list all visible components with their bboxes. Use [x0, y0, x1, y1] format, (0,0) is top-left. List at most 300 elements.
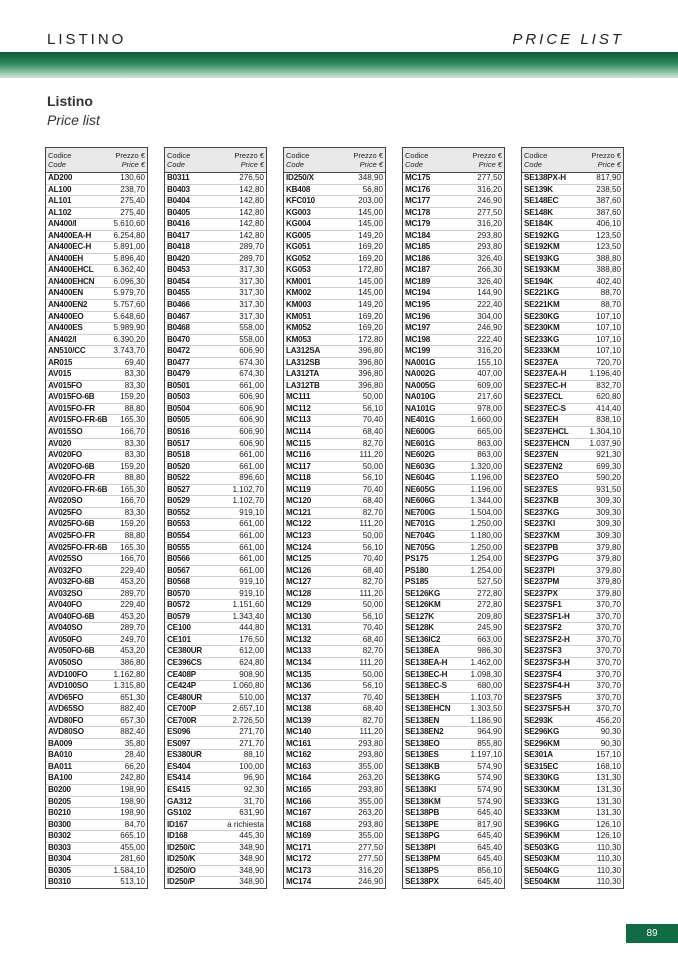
product-price: 293,80	[358, 738, 383, 748]
table-row	[522, 531, 623, 543]
table-row	[46, 265, 147, 277]
product-price: 2.726,50	[232, 715, 264, 725]
table-row	[403, 208, 504, 220]
table-row	[46, 219, 147, 231]
product-code: MC118	[286, 473, 311, 483]
product-code: MC178	[405, 207, 431, 217]
table-row	[284, 381, 385, 393]
product-code: B0205	[48, 796, 71, 806]
product-code: AL101	[48, 196, 72, 206]
table-row	[46, 577, 147, 589]
table-row	[403, 646, 504, 658]
product-price: 348,90	[239, 865, 264, 875]
product-code: MC139	[286, 715, 312, 725]
table-row	[46, 612, 147, 624]
table-row	[46, 808, 147, 820]
table-row	[165, 404, 266, 416]
product-price: 606,90	[239, 403, 264, 413]
table-row	[46, 496, 147, 508]
product-code: AN402/I	[48, 334, 77, 344]
product-code: AV015SO	[48, 427, 83, 437]
product-price: 166,70	[120, 496, 145, 506]
product-price: 663,00	[477, 634, 502, 644]
table-row	[284, 704, 385, 716]
table-row	[46, 346, 147, 358]
table-row	[522, 600, 623, 612]
product-price: 1.102,70	[232, 484, 264, 494]
product-price: 217,60	[477, 392, 502, 402]
product-code: AV015FO	[48, 380, 82, 390]
product-code: NA001G	[405, 357, 436, 367]
product-code: MC134	[286, 657, 312, 667]
table-row	[522, 808, 623, 820]
table-row	[522, 335, 623, 347]
product-code: KFC010	[286, 196, 315, 206]
product-code: SE138PX	[405, 877, 439, 887]
product-code: SE138KI	[405, 784, 436, 794]
table-row	[522, 508, 623, 520]
product-code: ES414	[167, 773, 191, 783]
product-price: 882,40	[120, 727, 145, 737]
table-row	[522, 543, 623, 555]
table-row	[284, 288, 385, 300]
product-code: B0503	[167, 392, 190, 402]
product-code: B0311	[167, 173, 190, 182]
table-row	[46, 427, 147, 439]
table-row	[165, 427, 266, 439]
table-row	[46, 670, 147, 682]
product-code: B0302	[48, 831, 71, 841]
table-row	[403, 681, 504, 693]
product-code: NE603G	[405, 461, 435, 471]
table-row	[46, 392, 147, 404]
product-price: 1.343,40	[232, 611, 264, 621]
product-price: 83,30	[124, 450, 145, 460]
product-price: 317,30	[239, 288, 264, 298]
product-price: 165,30	[120, 484, 145, 494]
product-code: MC199	[405, 346, 431, 356]
product-price: 5.989,90	[113, 323, 145, 333]
column-header	[284, 148, 385, 173]
table-row	[284, 773, 385, 785]
table-row	[284, 531, 385, 543]
product-price: 272,80	[477, 600, 502, 610]
table-row	[403, 623, 504, 635]
product-code: MC112	[286, 403, 311, 413]
table-row	[46, 358, 147, 370]
product-price: 159,20	[120, 392, 145, 402]
product-code: NE705G	[405, 542, 435, 552]
table-row	[46, 554, 147, 566]
table-row	[165, 623, 266, 635]
product-price: 50,00	[362, 392, 383, 402]
product-price: 838,10	[596, 415, 621, 425]
product-code: B0516	[167, 427, 190, 437]
table-row	[165, 762, 266, 774]
table-row	[46, 543, 147, 555]
product-code: SE330KG	[524, 773, 560, 783]
table-row	[165, 231, 266, 243]
product-price: 355,00	[358, 831, 383, 841]
product-price: 309,30	[596, 530, 621, 540]
product-code: AV025FO	[48, 507, 82, 517]
product-code: SE237EC-H	[524, 380, 567, 390]
product-code: SE148EC	[524, 196, 559, 206]
table-row	[46, 600, 147, 612]
product-code: ID250/C	[167, 842, 196, 852]
product-price: 1.254,00	[470, 565, 502, 575]
table-row	[403, 670, 504, 682]
product-code: B0468	[167, 323, 190, 333]
table-row	[165, 739, 266, 751]
product-code: B0517	[167, 438, 190, 448]
product-price: 3.743,70	[113, 346, 145, 356]
table-row	[522, 785, 623, 797]
product-price: 386,80	[120, 657, 145, 667]
product-code: B0466	[167, 300, 190, 310]
product-price: 387,60	[596, 207, 621, 217]
product-price: 309,30	[596, 519, 621, 529]
product-code: SE138PI	[405, 842, 436, 852]
product-price: 5.610,60	[113, 219, 145, 229]
product-code: SE504KM	[524, 877, 560, 887]
table-row	[165, 392, 266, 404]
table-row	[284, 196, 385, 208]
product-price: 35,80	[124, 738, 145, 748]
product-code: AV025FO-FR	[48, 530, 95, 540]
table-row	[284, 462, 385, 474]
price-label-it: Prezzo €	[234, 151, 264, 160]
product-code: SE138PS	[405, 865, 439, 875]
table-row	[165, 300, 266, 312]
product-price: 107,10	[596, 346, 621, 356]
product-code: SE503KG	[524, 842, 560, 852]
table-row	[165, 646, 266, 658]
product-price: 6.390,20	[113, 334, 145, 344]
product-code: PS185	[405, 577, 429, 587]
product-code: SE333KM	[524, 808, 560, 818]
product-code: SE237ES	[524, 484, 558, 494]
product-price: 855,80	[477, 738, 502, 748]
table-row	[46, 208, 147, 220]
product-price: 293,80	[358, 750, 383, 760]
table-row	[522, 300, 623, 312]
product-code: SE237SF2	[524, 623, 562, 633]
product-code: KM052	[286, 323, 312, 333]
product-code: MC124	[286, 542, 312, 552]
table-row	[284, 877, 385, 888]
product-price: 272,80	[477, 588, 502, 598]
product-code: MC121	[286, 507, 312, 517]
product-price: 455,00	[120, 842, 145, 852]
product-price: 661,00	[239, 542, 264, 552]
table-row	[403, 635, 504, 647]
product-price: 661,00	[239, 519, 264, 529]
table-row	[403, 843, 504, 855]
product-code: ES415	[167, 784, 191, 794]
product-price: 590,20	[596, 473, 621, 483]
product-code: NE606G	[405, 496, 435, 506]
product-price: 82,70	[362, 715, 383, 725]
product-price: 370,70	[596, 646, 621, 656]
product-code: SE127K	[405, 611, 434, 621]
product-price: 309,30	[596, 507, 621, 517]
product-code: CE100	[167, 623, 191, 633]
product-price: 574,90	[477, 773, 502, 783]
table-row	[165, 773, 266, 785]
product-code: AV015	[48, 369, 72, 379]
product-price: 198,90	[120, 784, 145, 794]
table-row	[403, 254, 504, 266]
product-code: B0529	[167, 496, 190, 506]
product-code: MC117	[286, 461, 311, 471]
product-price: 444,80	[239, 623, 264, 633]
product-code: BA009	[48, 738, 73, 748]
product-code: AVD80SO	[48, 727, 84, 737]
product-code: B0310	[48, 877, 71, 887]
price-label-en: Price €	[240, 160, 264, 169]
product-price: 680,00	[477, 681, 502, 691]
product-price: 83,30	[124, 507, 145, 517]
price-label-en: Price €	[359, 160, 383, 169]
product-code: B0305	[48, 865, 71, 875]
product-price: 222,40	[477, 334, 502, 344]
product-code: SE330KM	[524, 784, 560, 794]
price-column	[45, 147, 148, 889]
table-row	[284, 831, 385, 843]
table-row	[46, 450, 147, 462]
table-row	[403, 808, 504, 820]
section-subtitle: Price list	[47, 112, 100, 128]
product-code: ES096	[167, 727, 191, 737]
table-row	[403, 877, 504, 888]
product-price: 245,90	[477, 623, 502, 633]
table-row	[522, 462, 623, 474]
product-price: 6.254,80	[113, 230, 145, 240]
product-price: 50,00	[362, 600, 383, 610]
table-row	[522, 312, 623, 324]
product-price: 379,80	[596, 554, 621, 564]
product-price: 1.196,00	[470, 473, 502, 483]
table-row	[46, 485, 147, 497]
table-row	[522, 554, 623, 566]
product-price: 88,70	[600, 288, 621, 298]
product-code: B0552	[167, 507, 190, 517]
product-price: 986,30	[477, 646, 502, 656]
product-code: NE704G	[405, 530, 435, 540]
product-code: AN510/CC	[48, 346, 86, 356]
product-price: 661,00	[239, 450, 264, 460]
product-price: 606,90	[239, 438, 264, 448]
product-price: 111,20	[359, 450, 383, 460]
table-row	[403, 831, 504, 843]
product-code: SE237SF3-H	[524, 657, 570, 667]
product-code: LA312SB	[286, 357, 321, 367]
product-price: 149,20	[358, 300, 383, 310]
product-code: PS175	[405, 554, 429, 564]
product-price: 82,70	[362, 646, 383, 656]
product-code: NE602G	[405, 450, 435, 460]
product-code: AV015FO-FR	[48, 403, 95, 413]
product-code: KG053	[286, 265, 311, 275]
product-price: 100,00	[239, 761, 264, 771]
product-code: MC130	[286, 611, 312, 621]
table-row	[403, 196, 504, 208]
product-code: AVD65FO	[48, 692, 84, 702]
table-row	[284, 358, 385, 370]
table-row	[46, 531, 147, 543]
product-code: KM001	[286, 276, 312, 286]
table-row	[284, 716, 385, 728]
table-row	[284, 231, 385, 243]
product-code: KM051	[286, 311, 312, 321]
product-price: 919,10	[239, 577, 264, 587]
product-code: SE237EA	[524, 357, 559, 367]
product-price: 142,80	[239, 196, 264, 206]
header-band	[0, 52, 678, 78]
product-code: SE138KB	[405, 761, 440, 771]
table-row	[46, 877, 147, 888]
product-price: 289,70	[120, 623, 145, 633]
product-code: MC187	[405, 265, 431, 275]
product-price: 674,30	[239, 357, 264, 367]
product-price: 574,90	[477, 784, 502, 794]
product-price: 1.102,70	[232, 496, 264, 506]
table-row	[284, 808, 385, 820]
table-row	[522, 877, 623, 888]
product-code: SE138EA	[405, 646, 440, 656]
product-code: AN400/I	[48, 219, 77, 229]
product-code: MC197	[405, 323, 431, 333]
product-code: B0527	[167, 484, 190, 494]
table-row	[522, 612, 623, 624]
product-code: B0210	[48, 808, 71, 818]
product-price: 527,50	[477, 577, 502, 587]
code-label-en: Code	[48, 160, 66, 169]
table-row	[403, 450, 504, 462]
table-row	[284, 473, 385, 485]
product-price: 396,80	[358, 346, 383, 356]
table-row	[403, 312, 504, 324]
product-code: NA010G	[405, 392, 436, 402]
product-code: AN400EH	[48, 253, 84, 263]
product-code: B0405	[167, 207, 190, 217]
table-row	[165, 785, 266, 797]
table-row	[403, 612, 504, 624]
product-price: 82,70	[362, 577, 383, 587]
product-price: 631,90	[239, 808, 264, 818]
table-row	[403, 589, 504, 601]
product-price: 453,20	[120, 577, 145, 587]
product-price: 370,70	[596, 611, 621, 621]
product-price: 453,20	[120, 611, 145, 621]
product-code: B0417	[167, 230, 190, 240]
table-row	[165, 346, 266, 358]
product-code: MC185	[405, 242, 431, 252]
product-price: 558,00	[239, 334, 264, 344]
table-row	[165, 485, 266, 497]
product-price: 110,30	[596, 854, 621, 864]
product-price: 348,90	[239, 854, 264, 864]
table-row	[165, 496, 266, 508]
product-code: AVD100FO	[48, 669, 88, 679]
product-price: 276,50	[239, 173, 264, 182]
table-row	[284, 646, 385, 658]
product-code: NE600G	[405, 427, 435, 437]
table-row	[165, 254, 266, 266]
table-row	[165, 219, 266, 231]
product-code: SE194K	[524, 276, 553, 286]
table-row	[46, 727, 147, 739]
product-price: 56,80	[362, 184, 383, 194]
product-price: 1.037,90	[589, 438, 621, 448]
product-price: 289,70	[239, 242, 264, 252]
table-row	[165, 750, 266, 762]
table-row	[403, 277, 504, 289]
product-code: SE237PI	[524, 565, 555, 575]
table-row	[403, 335, 504, 347]
product-price: 978,00	[477, 403, 502, 413]
table-row	[46, 704, 147, 716]
product-price: 1.186,90	[470, 715, 502, 725]
table-row	[522, 439, 623, 451]
table-row	[403, 762, 504, 774]
table-row	[46, 381, 147, 393]
product-price: 159,20	[120, 519, 145, 529]
table-row	[403, 750, 504, 762]
product-code: B0570	[167, 588, 190, 598]
product-price: 68,40	[362, 634, 383, 644]
product-code: SE193KM	[524, 265, 560, 275]
table-row	[46, 300, 147, 312]
product-price: 414,40	[596, 403, 621, 413]
product-code: NE601G	[405, 438, 435, 448]
table-row	[522, 762, 623, 774]
product-price: 513,10	[120, 877, 145, 887]
table-row	[403, 265, 504, 277]
table-row	[165, 277, 266, 289]
product-price: 145,00	[358, 288, 383, 298]
product-price: 6.096,30	[113, 276, 145, 286]
product-price: 110,30	[596, 842, 621, 852]
product-code: B0470	[167, 334, 190, 344]
table-row	[284, 415, 385, 427]
product-price: 1.315,80	[113, 681, 145, 691]
product-price: 169,20	[358, 323, 383, 333]
product-code: AV025SO	[48, 554, 83, 564]
product-code: ID250/X	[286, 173, 314, 182]
product-price: 68,40	[362, 427, 383, 437]
product-price: 6.362,40	[113, 265, 145, 275]
product-price: 609,00	[477, 380, 502, 390]
product-price: 931,50	[596, 484, 621, 494]
product-price: 209,80	[477, 611, 502, 621]
table-row	[522, 519, 623, 531]
table-row	[284, 277, 385, 289]
table-row	[165, 554, 266, 566]
table-row	[284, 762, 385, 774]
table-row	[522, 392, 623, 404]
table-row	[522, 658, 623, 670]
product-price: 123,50	[596, 230, 621, 240]
product-price: 379,80	[596, 588, 621, 598]
price-label-it: Prezzo €	[115, 151, 145, 160]
product-code: AV040FO	[48, 600, 82, 610]
product-price: 107,10	[596, 311, 621, 321]
product-price: 661,00	[239, 554, 264, 564]
table-row	[165, 566, 266, 578]
product-code: B0416	[167, 219, 190, 229]
